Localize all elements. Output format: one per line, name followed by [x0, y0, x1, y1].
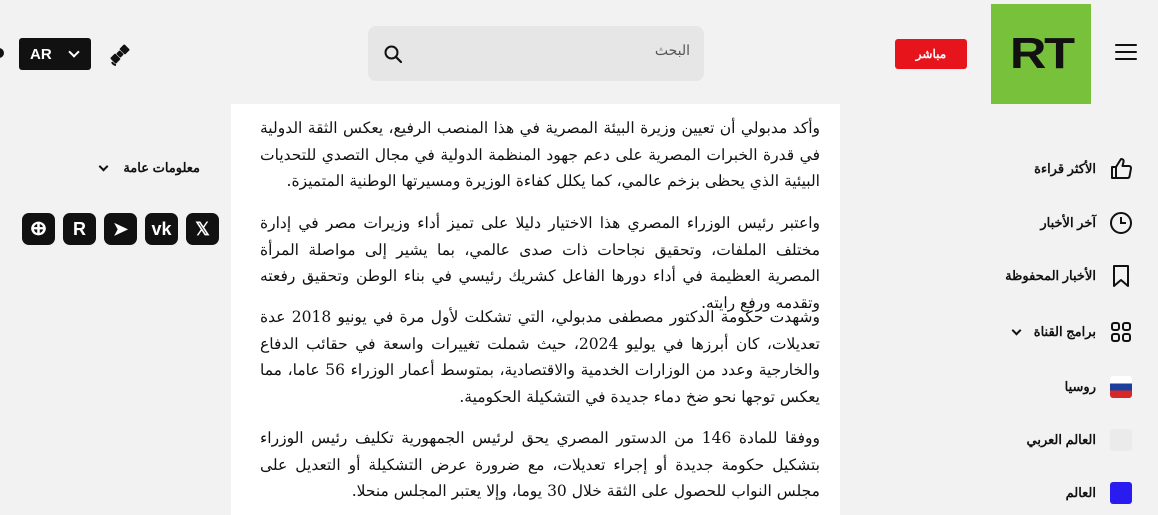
arab-world-icon — [1108, 427, 1134, 453]
partial-avatar-icon[interactable] — [0, 48, 4, 58]
nav-latest-news[interactable] — [1040, 210, 1134, 236]
nav-label: الأكثر قراءة — [1034, 161, 1096, 176]
article-body — [231, 104, 840, 515]
ok-icon[interactable]: ⴲ — [22, 213, 55, 245]
clock-icon — [1108, 210, 1134, 236]
thumbs-up-icon — [1108, 156, 1134, 182]
nav-label: آخر الأخبار — [1040, 215, 1096, 230]
nav-label: الأخبار المحفوظة — [1005, 268, 1096, 283]
rutube-icon[interactable]: R — [63, 213, 96, 245]
search-icon[interactable] — [383, 44, 403, 64]
live-button[interactable]: مباشر — [895, 39, 967, 69]
nav-most-read[interactable] — [1034, 156, 1134, 182]
bookmark-icon — [1108, 263, 1134, 289]
nav-label: برامج القناة — [1033, 324, 1096, 339]
nav-saved-news[interactable] — [1005, 263, 1134, 289]
x-icon[interactable]: 𝕏 — [186, 213, 219, 245]
russia-flag-icon — [1108, 374, 1134, 400]
logo-text: RT — [1009, 29, 1073, 78]
social-links — [22, 213, 219, 245]
general-info-dropdown[interactable] — [98, 158, 208, 178]
language-label: AR — [30, 45, 52, 63]
nav-label: روسيا — [1064, 379, 1096, 394]
article-paragraph: ووفقا للمادة 146 من الدستور المصري يحق لرئيس الجمهورية تكليف رئيس الوزراء بتشكيل حكومة جديدة أو إجراء تعديلات، مع ضرورة عرض التشكيلة أو التعديل على مجلس النواب للحصول على الثقة خلال 30 يوما، وإلا يعتبر المجلس منحلا. — [260, 429, 821, 500]
nav-russia[interactable] — [1065, 374, 1134, 400]
chevron-down-icon[interactable] — [1012, 326, 1022, 336]
chevron-down-icon — [68, 46, 79, 57]
article-paragraph: وأكد مدبولي أن تعيين وزيرة البيئة المصرية في هذا المنصب الرفيع، يعكس الثقة الدولية في قدرة الخبرات المصرية على دعم جهود المنظمة الدولية في مجال التصدي للتحديات البيئية الذي يحظى بزخم عالمي، كما يكلل كفاءة الوزيرة ومسيرتها الوطنية المتميزة. — [260, 119, 820, 190]
chevron-down-icon — [99, 162, 109, 172]
telegram-icon[interactable]: ➤ — [104, 213, 137, 245]
world-icon — [1108, 480, 1134, 506]
search-box[interactable] — [368, 26, 704, 81]
general-info-label: معلومات عامة — [123, 160, 200, 175]
nav-label: العالم العربي — [1026, 432, 1096, 447]
rt-logo[interactable] — [991, 4, 1091, 104]
search-placeholder: البحث — [654, 42, 690, 58]
article-paragraph: واعتبر رئيس الوزراء المصري هذا الاختيار دليلا على تميز أداء وزيرات مصر في إدارة مختلف الملفات، وتحقيق نجاحات ذات صدى عالمي، بما يشير إلى مواصلة المرأة المصرية العظيمة في أداء دورها الفاعل كشريك رئيسي في بناء الوطن وتحقيق رفعته وتقدمه ورفع رايته. — [260, 214, 820, 312]
nav-world[interactable] — [1066, 480, 1134, 506]
language-selector[interactable] — [19, 38, 91, 70]
hamburger-menu-icon[interactable] — [1115, 44, 1137, 62]
vk-icon[interactable]: vk — [145, 213, 178, 245]
site-header — [0, 0, 1158, 104]
article-paragraph: وشهدت حكومة الدكتور مصطفى مدبولي، التي تشكلت لأول مرة في يونيو 2018 عدة تعديلات، كان أبرزها في يوليو 2024، حيث شملت تغييرات واسعة في حقائب الدفاع والخارجية وعدد من الوزارات الخدمية والاقتصادية، بمتوسط أعمار الوزراء 56 عاما، مما يعكس توجها نحو ضخ دماء جديدة في التشكيلة الحكومية. — [260, 308, 820, 406]
nav-channel-programs[interactable] — [1034, 319, 1134, 345]
grid-icon — [1108, 319, 1134, 345]
satellite-icon[interactable] — [106, 40, 134, 68]
nav-arab-world[interactable] — [1026, 427, 1134, 453]
nav-label: العالم — [1065, 485, 1096, 500]
